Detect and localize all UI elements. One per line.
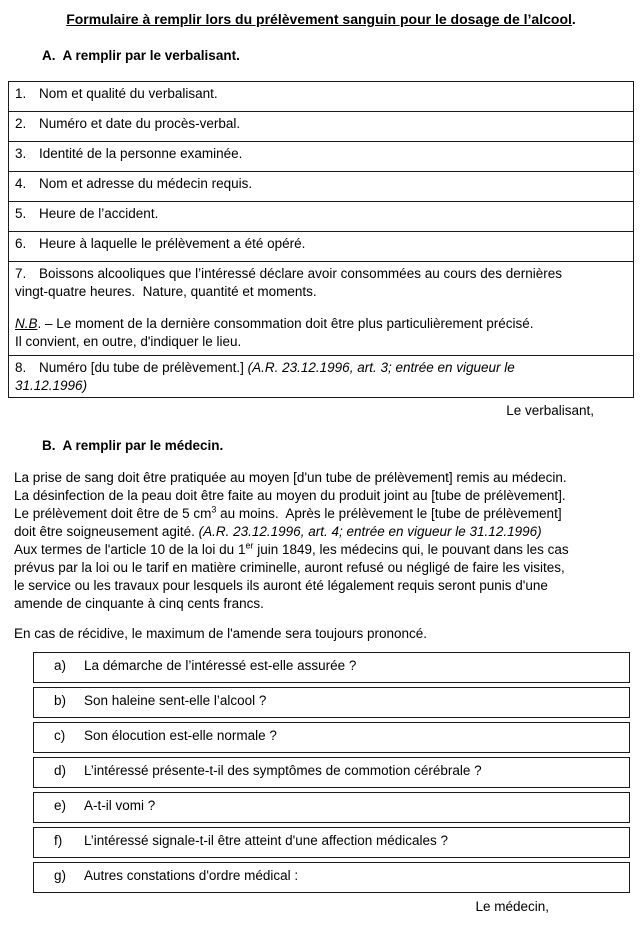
table-row-6 [9, 231, 633, 261]
document-title-period: . [571, 11, 576, 27]
row-text: Boissons alcooliques que l’intéressé déclare avoir consommées au cours des dernières [39, 266, 563, 281]
legal-ref: (A.R. 23.12.1996, art. 4; entrée en vigueur le 31.12.1996) [198, 524, 542, 539]
document-title [8, 10, 634, 29]
text-segment: Le prélèvement doit être de 5 cm [14, 506, 212, 521]
paragraph-line: La prise de sang doit être pratiquée au moyen [d'un tube de prélèvement] remis au médecin. [14, 470, 567, 485]
question-letter: a) [54, 658, 67, 673]
question-text: Son haleine sent-elle l’alcool ? [84, 693, 267, 708]
paragraph-line: La désinfection de la peau doit être faite au moyen du produit joint au [tube de prélèvement]. [14, 488, 566, 503]
section-b-heading: B. A remplir par le médecin. [42, 438, 224, 453]
question-row-a [33, 652, 630, 683]
nb-label: N.B [15, 316, 38, 331]
superscript: er [245, 540, 254, 551]
paragraph-line [14, 541, 628, 559]
question-row-c [33, 722, 630, 753]
section-b-paragraph [14, 469, 628, 613]
superscript: 3 [211, 504, 217, 515]
row-number: 4. [15, 176, 27, 191]
row-text: Nom et adresse du médecin requis. [39, 176, 253, 191]
question-row-d [33, 757, 630, 788]
text-segment: Aux termes de l'article 10 de la loi du 1 [14, 542, 246, 557]
table-row-5 [9, 201, 633, 231]
section-a-heading: A. A remplir par le verbalisant. [42, 48, 240, 63]
table-row-2 [9, 111, 633, 141]
question-row-g [33, 862, 630, 893]
row-text: Identité de la personne examinée. [39, 146, 243, 161]
row-text: Numéro et date du procès-verbal. [39, 116, 241, 131]
paragraph-line: le service ou les travaux pour lesquels ils auront été légalement requis seront punis d'une [14, 578, 548, 593]
question-text: A-t-il vomi ? [84, 798, 156, 813]
question-text: Son élocution est-elle normale ? [84, 728, 277, 743]
question-text: La démarche de l’intéressé est-elle assurée ? [84, 658, 357, 673]
row-number: 7. [15, 266, 27, 281]
row-text: Heure de l’accident. [39, 206, 159, 221]
table-row-3 [9, 141, 633, 171]
row-text: Numéro [du tube de prélèvement.] [39, 360, 248, 375]
row-number: 6. [15, 236, 27, 251]
question-row-b [33, 687, 630, 718]
question-letter: f) [54, 833, 63, 848]
row-number: 3. [15, 146, 27, 161]
text-segment: juin 1849, les médecins qui, le pouvant dans les cas [253, 542, 569, 557]
question-text: L’intéressé présente-t-il des symptômes de commotion cérébrale ? [84, 763, 482, 778]
document-title-text: Formulaire à remplir lors du prélèvement sanguin pour le dosage de l’alcool [66, 11, 572, 27]
row-line: vingt-quatre heures. Nature, quantité et moments. [15, 284, 317, 299]
row-number: 8. [15, 360, 27, 375]
signature-verbalisant: Le verbalisant, [506, 403, 594, 418]
question-letter: g) [54, 868, 67, 883]
question-letter: d) [54, 763, 67, 778]
section-b-table [33, 652, 630, 893]
table-row-1 [9, 82, 633, 111]
text-segment: doit être soigneusement agité. [14, 524, 199, 539]
question-row-f [33, 827, 630, 858]
legal-ref-continued: 31.12.1996) [15, 378, 88, 393]
question-letter: e) [54, 798, 67, 813]
paragraph-line [14, 505, 628, 523]
text-segment: au moins. Après le prélèvement le [tube de prélèvement] [216, 506, 562, 521]
recidive-note: En cas de récidive, le maximum de l'amende sera toujours prononcé. [14, 626, 428, 641]
row-line [15, 377, 625, 395]
nb-line [15, 315, 625, 333]
row-number: 5. [15, 206, 27, 221]
question-row-e [33, 792, 630, 823]
question-letter: b) [54, 693, 67, 708]
question-text: Autres constations d'ordre médical : [84, 868, 299, 883]
row-number: 2. [15, 116, 27, 131]
question-letter: c) [54, 728, 66, 743]
section-a-table [8, 81, 634, 398]
legal-ref: (A.R. 23.12.1996, art. 3; entrée en vigueur le [247, 360, 515, 375]
nb-text: . – Le moment de la dernière consommation doit être plus particulièrement précisé. [37, 316, 534, 331]
paragraph-line [14, 523, 628, 541]
row-line [15, 359, 625, 377]
paragraph-line: amende de cinquante à cinq cents francs. [14, 596, 264, 611]
nb-line-2: Il convient, en outre, d'indiquer le lieu. [15, 334, 242, 349]
paragraph-line: prévus par la loi ou le tarif en matière criminelle, auront refusé ou négligé de faire les visites, [14, 560, 565, 575]
signature-medecin: Le médecin, [475, 899, 549, 914]
table-row-4 [9, 171, 633, 201]
table-row-7 [9, 261, 633, 355]
row-text: Nom et qualité du verbalisant. [39, 86, 218, 101]
row-line [15, 265, 625, 283]
row-text: Heure à laquelle le prélèvement a été opéré. [39, 236, 306, 251]
question-text: L’intéressé signale-t-il être atteint d'une affection médicales ? [84, 833, 449, 848]
row-number: 1. [15, 86, 27, 101]
blank-line [15, 301, 625, 315]
table-row-8 [9, 355, 633, 397]
